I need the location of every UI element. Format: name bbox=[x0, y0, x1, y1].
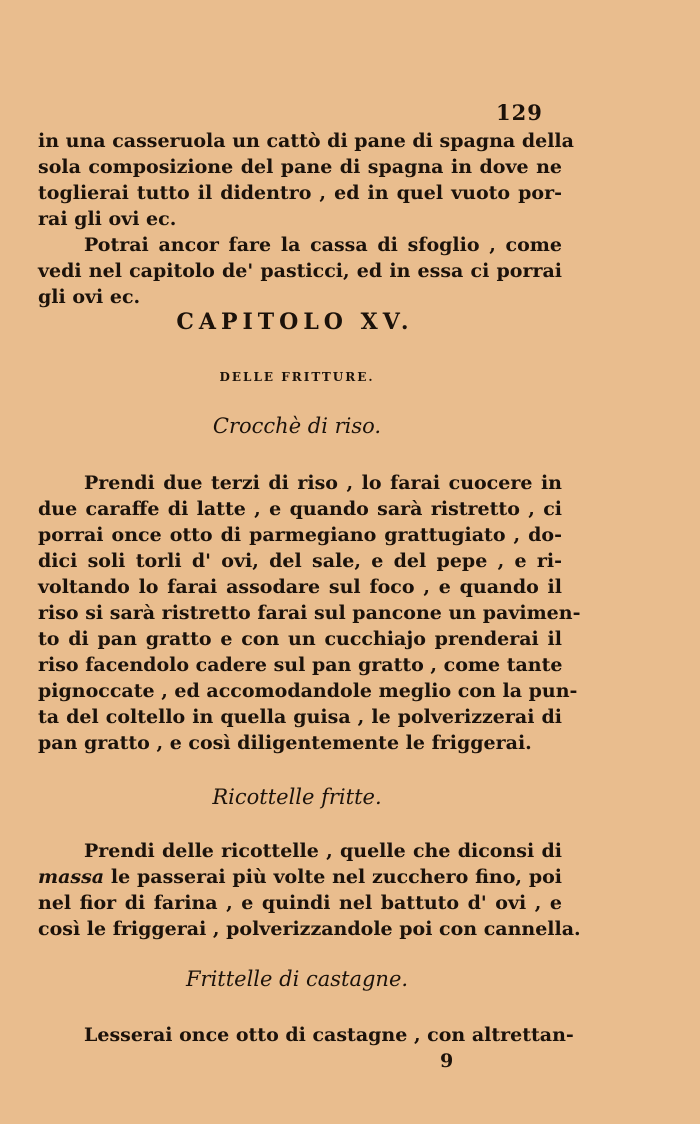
page-number: 129 bbox=[496, 100, 543, 125]
text-line: vedi nel capitolo de' pasticci, ed in essa ci porrai bbox=[38, 260, 562, 282]
text-line: rai gli ovi ec. bbox=[38, 208, 177, 230]
text-line: to di pan gratto e con un cucchiajo prenderai il bbox=[38, 628, 562, 650]
text-line: voltando lo farai assodare sul foco , e quando il bbox=[38, 576, 562, 598]
text-line: gli ovi ec. bbox=[38, 286, 141, 308]
text-line: le passerai più volte nel zucchero fino, poi bbox=[110, 866, 562, 888]
text-line: due caraffe di latte , e quando sarà ristretto , ci bbox=[38, 498, 562, 520]
intro-paragraph bbox=[38, 128, 574, 232]
text-line: dici soli torli d' ovi, del sale, e del pepe , e ri- bbox=[38, 550, 562, 572]
section-title: DELLE FRITTURE. bbox=[219, 370, 375, 384]
recipe-body bbox=[38, 838, 581, 942]
text-line: nel fior di farina , e quindi nel battuto d' ovi , e bbox=[38, 892, 562, 914]
recipe-body bbox=[38, 470, 581, 756]
text-line: riso facendolo cadere sul pan gratto , come tante bbox=[38, 654, 563, 676]
text-line: pignoccate , ed accomodandole meglio con la pun- bbox=[38, 680, 578, 702]
text-line: Lesserai once otto di castagne , con altrettan- bbox=[84, 1024, 574, 1046]
recipe-title: Ricottelle fritte. bbox=[212, 785, 382, 809]
text-line: porrai once otto di parmegiano grattugiato , do- bbox=[38, 524, 562, 546]
recipe-title: Crocchè di riso. bbox=[212, 414, 382, 438]
italic-word: massa bbox=[38, 866, 105, 888]
recipe-body bbox=[38, 1022, 574, 1048]
text-line: così le friggerai , polverizzandole poi con cannella. bbox=[38, 918, 581, 940]
text-line: Potrai ancor fare la cassa di sfoglio , come bbox=[84, 234, 562, 256]
text-line: ta del coltello in quella guisa , le polverizzerai di bbox=[38, 706, 562, 728]
text-line: Prendi due terzi di riso , lo farai cuocere in bbox=[84, 472, 562, 494]
intro-paragraph-2 bbox=[38, 232, 562, 310]
recipe-title: Frittelle di castagne. bbox=[185, 967, 409, 991]
text-line: Prendi delle ricottelle , quelle che diconsi di bbox=[84, 840, 562, 862]
signature-mark: 9 bbox=[440, 1050, 454, 1072]
text-line: riso si sarà ristretto farai sul pancone un pavimen- bbox=[38, 602, 581, 624]
text-line: in una casseruola un cattò di pane di spagna della bbox=[38, 130, 574, 152]
text-line: pan gratto , e così diligentemente le friggerai. bbox=[38, 732, 532, 754]
text-line-with-italic bbox=[38, 864, 562, 890]
chapter-title: CAPITOLO XV. bbox=[176, 309, 414, 335]
text-line: toglierai tutto il didentro , ed in quel vuoto por- bbox=[38, 182, 562, 204]
text-line: sola composizione del pane di spagna in dove ne bbox=[38, 156, 562, 178]
